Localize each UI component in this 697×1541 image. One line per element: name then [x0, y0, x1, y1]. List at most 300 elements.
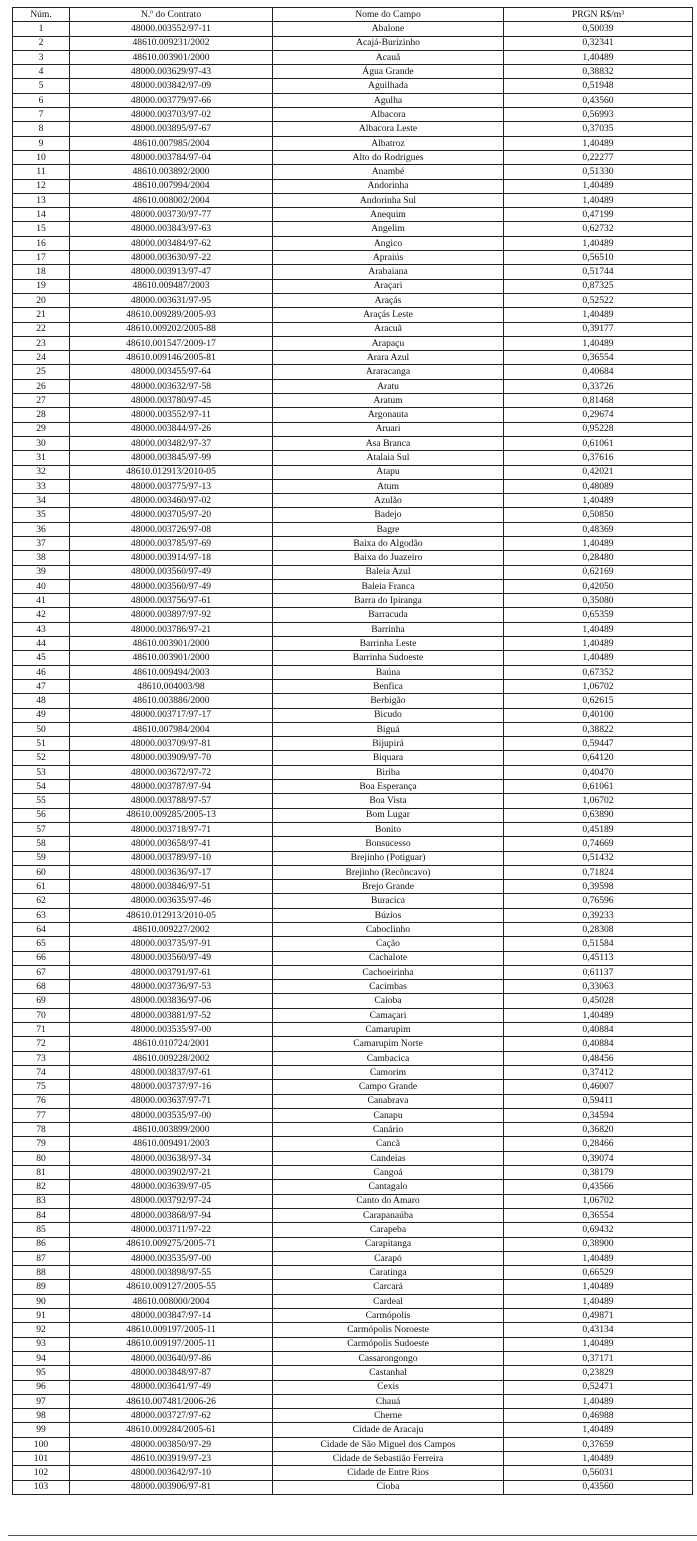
cell-num: 80 [13, 1151, 70, 1165]
cell-contract: 48000.003909/97-70 [70, 751, 273, 765]
cell-prgn: 1,40489 [504, 193, 693, 207]
cell-num: 11 [13, 165, 70, 179]
cell-num: 74 [13, 1065, 70, 1079]
table-row [13, 1208, 693, 1222]
cell-field-name: Araracanga [273, 365, 504, 379]
table-row [13, 880, 693, 894]
cell-prgn: 0,62615 [504, 694, 693, 708]
cell-prgn: 0,45113 [504, 951, 693, 965]
cell-prgn: 1,40489 [504, 236, 693, 250]
cell-field-name: Abalone [273, 22, 504, 36]
table-row [13, 637, 693, 651]
cell-num: 61 [13, 880, 70, 894]
cell-num: 63 [13, 908, 70, 922]
cell-num: 26 [13, 379, 70, 393]
cell-num: 49 [13, 708, 70, 722]
cell-field-name: Carmópolis [273, 1309, 504, 1323]
cell-field-name: Cancã [273, 1137, 504, 1151]
cell-field-name: Cachalote [273, 951, 504, 965]
cell-num: 24 [13, 351, 70, 365]
cell-prgn: 1,40489 [504, 1008, 693, 1022]
cell-field-name: Castanhal [273, 1366, 504, 1380]
cell-prgn: 0,46988 [504, 1409, 693, 1423]
cell-num: 78 [13, 1123, 70, 1137]
table-row [13, 594, 693, 608]
cell-num: 71 [13, 1023, 70, 1037]
cell-num: 62 [13, 894, 70, 908]
cell-prgn: 1,40489 [504, 1280, 693, 1294]
cell-num: 1 [13, 22, 70, 36]
cell-prgn: 0,42050 [504, 579, 693, 593]
cell-num: 36 [13, 522, 70, 536]
cell-prgn: 0,56993 [504, 108, 693, 122]
cell-prgn: 0,95228 [504, 422, 693, 436]
cell-field-name: Bonsucesso [273, 837, 504, 851]
cell-contract: 48000.003641/97-49 [70, 1380, 273, 1394]
cell-num: 25 [13, 365, 70, 379]
cell-prgn: 0,61061 [504, 436, 693, 450]
cell-field-name: Bagre [273, 522, 504, 536]
cell-prgn: 0,40100 [504, 708, 693, 722]
cell-contract: 48000.003717/97-17 [70, 708, 273, 722]
cell-prgn: 0,28308 [504, 923, 693, 937]
table-row [13, 551, 693, 565]
table-row [13, 1337, 693, 1351]
cell-num: 95 [13, 1366, 70, 1380]
cell-contract: 48000.003850/97-29 [70, 1437, 273, 1451]
cell-field-name: Baleia Azul [273, 565, 504, 579]
cell-prgn: 0,71824 [504, 865, 693, 879]
cell-contract: 48000.003560/97-49 [70, 565, 273, 579]
cell-field-name: Caboclinho [273, 923, 504, 937]
cell-num: 97 [13, 1394, 70, 1408]
cell-prgn: 1,40489 [504, 1294, 693, 1308]
header-prgn: PRGN R$/m³ [504, 8, 693, 22]
table-row [13, 622, 693, 636]
table-row [13, 1309, 693, 1323]
cell-prgn: 1,06702 [504, 794, 693, 808]
cell-prgn: 0,59447 [504, 737, 693, 751]
cell-prgn: 0,76596 [504, 894, 693, 908]
table-row [13, 1409, 693, 1423]
cell-contract: 48610.010724/2001 [70, 1037, 273, 1051]
cell-field-name: Aracuã [273, 322, 504, 336]
cell-field-name: Cachoeirinha [273, 965, 504, 979]
cell-prgn: 0,37412 [504, 1065, 693, 1079]
cell-prgn: 0,48089 [504, 479, 693, 493]
cell-num: 96 [13, 1380, 70, 1394]
cell-prgn: 0,36554 [504, 351, 693, 365]
cell-prgn: 0,62169 [504, 565, 693, 579]
cell-prgn: 1,40489 [504, 1251, 693, 1265]
cell-field-name: Água Grande [273, 65, 504, 79]
cell-num: 72 [13, 1037, 70, 1051]
cell-contract: 48000.003902/97-21 [70, 1166, 273, 1180]
cell-contract: 48610.009231/2002 [70, 36, 273, 50]
table-row [13, 365, 693, 379]
cell-prgn: 0,52522 [504, 293, 693, 307]
cell-contract: 48000.003535/97-00 [70, 1251, 273, 1265]
cell-field-name: Berbigão [273, 694, 504, 708]
table-row [13, 608, 693, 622]
cell-field-name: Biquara [273, 751, 504, 765]
prgn-table [12, 7, 693, 1495]
cell-field-name: Bom Lugar [273, 808, 504, 822]
cell-num: 86 [13, 1237, 70, 1251]
cell-prgn: 1,40489 [504, 336, 693, 350]
table-row [13, 565, 693, 579]
cell-num: 58 [13, 837, 70, 851]
cell-prgn: 0,63890 [504, 808, 693, 822]
cell-contract: 48000.003792/97-24 [70, 1194, 273, 1208]
cell-num: 99 [13, 1423, 70, 1437]
table-row [13, 65, 693, 79]
cell-num: 93 [13, 1337, 70, 1351]
table-row [13, 923, 693, 937]
cell-field-name: Andorinha Sul [273, 193, 504, 207]
table-row [13, 837, 693, 851]
table-row [13, 937, 693, 951]
cell-field-name: Albacora [273, 108, 504, 122]
cell-contract: 48610.009228/2002 [70, 1051, 273, 1065]
table-row [13, 1065, 693, 1079]
table-row [13, 894, 693, 908]
cell-contract: 48610.009227/2002 [70, 923, 273, 937]
cell-num: 13 [13, 193, 70, 207]
cell-contract: 48000.003913/97-47 [70, 265, 273, 279]
cell-prgn: 0,38900 [504, 1237, 693, 1251]
cell-field-name: Apraiús [273, 251, 504, 265]
cell-contract: 48000.003635/97-46 [70, 894, 273, 908]
cell-prgn: 0,39177 [504, 322, 693, 336]
cell-prgn: 0,48369 [504, 522, 693, 536]
cell-field-name: Carapanaúba [273, 1208, 504, 1222]
cell-contract: 48610.012913/2010-05 [70, 908, 273, 922]
cell-num: 69 [13, 994, 70, 1008]
table-row [13, 1094, 693, 1108]
cell-contract: 48000.003847/97-14 [70, 1309, 273, 1323]
cell-field-name: Baleia Franca [273, 579, 504, 593]
cell-contract: 48000.003639/97-05 [70, 1180, 273, 1194]
cell-field-name: Aruari [273, 422, 504, 436]
table-row [13, 1023, 693, 1037]
table-row [13, 1051, 693, 1065]
table-row [13, 451, 693, 465]
cell-field-name: Barracuda [273, 608, 504, 622]
table-row [13, 122, 693, 136]
cell-contract: 48000.003718/97-71 [70, 822, 273, 836]
cell-contract: 48000.003842/97-09 [70, 79, 273, 93]
table-row [13, 322, 693, 336]
cell-prgn: 0,37659 [504, 1437, 693, 1451]
table-row [13, 136, 693, 150]
cell-num: 57 [13, 822, 70, 836]
cell-contract: 48000.003560/97-49 [70, 579, 273, 593]
cell-contract: 48000.003898/97-55 [70, 1266, 273, 1280]
table-row [13, 1480, 693, 1494]
cell-num: 52 [13, 751, 70, 765]
table-row [13, 422, 693, 436]
cell-contract: 48000.003730/97-77 [70, 208, 273, 222]
cell-num: 54 [13, 780, 70, 794]
table-row [13, 1194, 693, 1208]
cell-contract: 48610.009289/2005-93 [70, 308, 273, 322]
table-row [13, 408, 693, 422]
cell-field-name: Acauã [273, 50, 504, 64]
table-row [13, 150, 693, 164]
table-row [13, 1423, 693, 1437]
table-row [13, 1380, 693, 1394]
cell-contract: 48610.003886/2000 [70, 694, 273, 708]
cell-prgn: 1,40489 [504, 1394, 693, 1408]
cell-field-name: Cacimbas [273, 980, 504, 994]
cell-field-name: Biguá [273, 722, 504, 736]
table-row [13, 36, 693, 50]
cell-contract: 48610.001547/2009-17 [70, 336, 273, 350]
cell-contract: 48000.003632/97-58 [70, 379, 273, 393]
table-row [13, 508, 693, 522]
table-row [13, 465, 693, 479]
cell-prgn: 0,42021 [504, 465, 693, 479]
cell-prgn: 0,51432 [504, 851, 693, 865]
table-row [13, 1223, 693, 1237]
cell-prgn: 0,33063 [504, 980, 693, 994]
table-row [13, 165, 693, 179]
cell-contract: 48610.007481/2006-26 [70, 1394, 273, 1408]
cell-field-name: Barra do Ipiranga [273, 594, 504, 608]
cell-prgn: 0,40684 [504, 365, 693, 379]
cell-field-name: Cantagalo [273, 1180, 504, 1194]
cell-num: 100 [13, 1437, 70, 1451]
cell-prgn: 1,06702 [504, 679, 693, 693]
header-field-name: Nome do Campo [273, 8, 504, 22]
cell-field-name: Caratinga [273, 1266, 504, 1280]
cell-num: 14 [13, 208, 70, 222]
cell-num: 42 [13, 608, 70, 622]
cell-contract: 48000.003779/97-66 [70, 93, 273, 107]
table-row [13, 994, 693, 1008]
cell-num: 7 [13, 108, 70, 122]
cell-contract: 48610.009285/2005-13 [70, 808, 273, 822]
cell-num: 59 [13, 851, 70, 865]
cell-field-name: Barrinha Sudoeste [273, 651, 504, 665]
cell-prgn: 0,33726 [504, 379, 693, 393]
cell-prgn: 0,34594 [504, 1108, 693, 1122]
cell-field-name: Cação [273, 937, 504, 951]
header-contract: N.º do Contrato [70, 8, 273, 22]
cell-field-name: Carapeba [273, 1223, 504, 1237]
cell-num: 90 [13, 1294, 70, 1308]
table-row [13, 79, 693, 93]
cell-contract: 48000.003836/97-06 [70, 994, 273, 1008]
cell-contract: 48610.007984/2004 [70, 722, 273, 736]
cell-field-name: Aguilhada [273, 79, 504, 93]
cell-contract: 48610.009275/2005-71 [70, 1237, 273, 1251]
cell-num: 94 [13, 1351, 70, 1365]
table-row [13, 722, 693, 736]
cell-contract: 48000.003845/97-99 [70, 451, 273, 465]
cell-contract: 48000.003727/97-62 [70, 1409, 273, 1423]
cell-prgn: 1,40489 [504, 1451, 693, 1465]
cell-prgn: 1,40489 [504, 651, 693, 665]
cell-prgn: 0,87325 [504, 279, 693, 293]
table-row [13, 1466, 693, 1480]
cell-field-name: Cidade de Aracaju [273, 1423, 504, 1437]
cell-prgn: 0,37616 [504, 451, 693, 465]
cell-prgn: 0,61137 [504, 965, 693, 979]
table-row [13, 737, 693, 751]
cell-contract: 48000.003895/97-67 [70, 122, 273, 136]
cell-field-name: Barrinha Leste [273, 637, 504, 651]
cell-num: 48 [13, 694, 70, 708]
cell-prgn: 1,40489 [504, 50, 693, 64]
table-row [13, 50, 693, 64]
cell-field-name: Albacora Leste [273, 122, 504, 136]
cell-prgn: 0,38822 [504, 722, 693, 736]
cell-num: 56 [13, 808, 70, 822]
table-row [13, 951, 693, 965]
cell-contract: 48000.003460/97-02 [70, 494, 273, 508]
cell-contract: 48610.009284/2005-61 [70, 1423, 273, 1437]
cell-contract: 48610.003901/2000 [70, 50, 273, 64]
cell-field-name: Cidade de São Miguel dos Campos [273, 1437, 504, 1451]
cell-prgn: 0,51948 [504, 79, 693, 93]
cell-field-name: Benfica [273, 679, 504, 693]
table-row [13, 1166, 693, 1180]
cell-contract: 48000.003756/97-61 [70, 594, 273, 608]
cell-num: 4 [13, 65, 70, 79]
cell-prgn: 0,43566 [504, 1180, 693, 1194]
cell-prgn: 0,51584 [504, 937, 693, 951]
cell-contract: 48000.003787/97-94 [70, 780, 273, 794]
cell-prgn: 0,46007 [504, 1080, 693, 1094]
cell-contract: 48000.003837/97-61 [70, 1065, 273, 1079]
table-row [13, 179, 693, 193]
cell-num: 20 [13, 293, 70, 307]
cell-prgn: 0,47199 [504, 208, 693, 222]
cell-contract: 48000.003788/97-57 [70, 794, 273, 808]
table-row [13, 1351, 693, 1365]
cell-prgn: 0,39074 [504, 1151, 693, 1165]
cell-num: 83 [13, 1194, 70, 1208]
table-row [13, 494, 693, 508]
cell-field-name: Baixa do Algodão [273, 536, 504, 550]
cell-num: 89 [13, 1280, 70, 1294]
cell-field-name: Buracica [273, 894, 504, 908]
cell-field-name: Canapu [273, 1108, 504, 1122]
cell-prgn: 0,50850 [504, 508, 693, 522]
table-row [13, 436, 693, 450]
cell-num: 73 [13, 1051, 70, 1065]
table-row [13, 351, 693, 365]
cell-field-name: Caioba [273, 994, 504, 1008]
cell-num: 45 [13, 651, 70, 665]
cell-num: 82 [13, 1180, 70, 1194]
cell-num: 77 [13, 1108, 70, 1122]
cell-field-name: Brejo Grande [273, 880, 504, 894]
cell-prgn: 0,61061 [504, 780, 693, 794]
cell-num: 55 [13, 794, 70, 808]
table-row [13, 665, 693, 679]
cell-prgn: 0,37035 [504, 122, 693, 136]
cell-contract: 48610.009197/2005-11 [70, 1323, 273, 1337]
cell-num: 27 [13, 394, 70, 408]
cell-contract: 48000.003791/97-61 [70, 965, 273, 979]
cell-contract: 48000.003629/97-43 [70, 65, 273, 79]
table-row [13, 1280, 693, 1294]
cell-prgn: 1,40489 [504, 1423, 693, 1437]
table-row [13, 1394, 693, 1408]
cell-num: 28 [13, 408, 70, 422]
cell-contract: 48000.003897/97-92 [70, 608, 273, 622]
table-row [13, 522, 693, 536]
cell-num: 5 [13, 79, 70, 93]
cell-num: 19 [13, 279, 70, 293]
cell-contract: 48610.009127/2005-55 [70, 1280, 273, 1294]
table-row [13, 865, 693, 879]
cell-prgn: 0,29674 [504, 408, 693, 422]
cell-contract: 48000.003455/97-64 [70, 365, 273, 379]
cell-num: 102 [13, 1466, 70, 1480]
cell-contract: 48000.003784/97-04 [70, 150, 273, 164]
cell-num: 41 [13, 594, 70, 608]
cell-contract: 48000.003535/97-00 [70, 1108, 273, 1122]
cell-prgn: 0,40884 [504, 1023, 693, 1037]
cell-contract: 48610.003892/2000 [70, 165, 273, 179]
cell-field-name: Barrinha [273, 622, 504, 636]
cell-prgn: 0,56510 [504, 251, 693, 265]
cell-contract: 48000.003535/97-00 [70, 1023, 273, 1037]
cell-contract: 48610.003901/2000 [70, 637, 273, 651]
cell-field-name: Albatroz [273, 136, 504, 150]
cell-field-name: Alto do Rodrigues [273, 150, 504, 164]
cell-field-name: Cidade de Entre Rios [273, 1466, 504, 1480]
cell-num: 15 [13, 222, 70, 236]
cell-field-name: Canabrava [273, 1094, 504, 1108]
cell-prgn: 0,43134 [504, 1323, 693, 1337]
cell-field-name: Andorinha [273, 179, 504, 193]
cell-prgn: 1,40489 [504, 136, 693, 150]
table-row [13, 236, 693, 250]
cell-field-name: Angelim [273, 222, 504, 236]
table-row [13, 251, 693, 265]
cell-field-name: Aratum [273, 394, 504, 408]
cell-num: 51 [13, 737, 70, 751]
cell-prgn: 0,39598 [504, 880, 693, 894]
cell-num: 66 [13, 951, 70, 965]
cell-prgn: 0,38832 [504, 65, 693, 79]
cell-prgn: 0,37171 [504, 1351, 693, 1365]
cell-contract: 48000.003637/97-71 [70, 1094, 273, 1108]
cell-contract: 48000.003846/97-51 [70, 880, 273, 894]
table-row [13, 394, 693, 408]
cell-prgn: 0,43560 [504, 93, 693, 107]
cell-prgn: 1,06702 [504, 1194, 693, 1208]
table-row [13, 108, 693, 122]
cell-field-name: Argonauta [273, 408, 504, 422]
cell-num: 85 [13, 1223, 70, 1237]
cell-prgn: 0,50039 [504, 22, 693, 36]
table-row [13, 193, 693, 207]
table-row [13, 822, 693, 836]
cell-num: 35 [13, 508, 70, 522]
cell-num: 50 [13, 722, 70, 736]
table-row [13, 479, 693, 493]
cell-contract: 48000.003705/97-20 [70, 508, 273, 522]
cell-prgn: 0,64120 [504, 751, 693, 765]
cell-field-name: Brejinho (Potiguar) [273, 851, 504, 865]
cell-contract: 48000.003881/97-52 [70, 1008, 273, 1022]
